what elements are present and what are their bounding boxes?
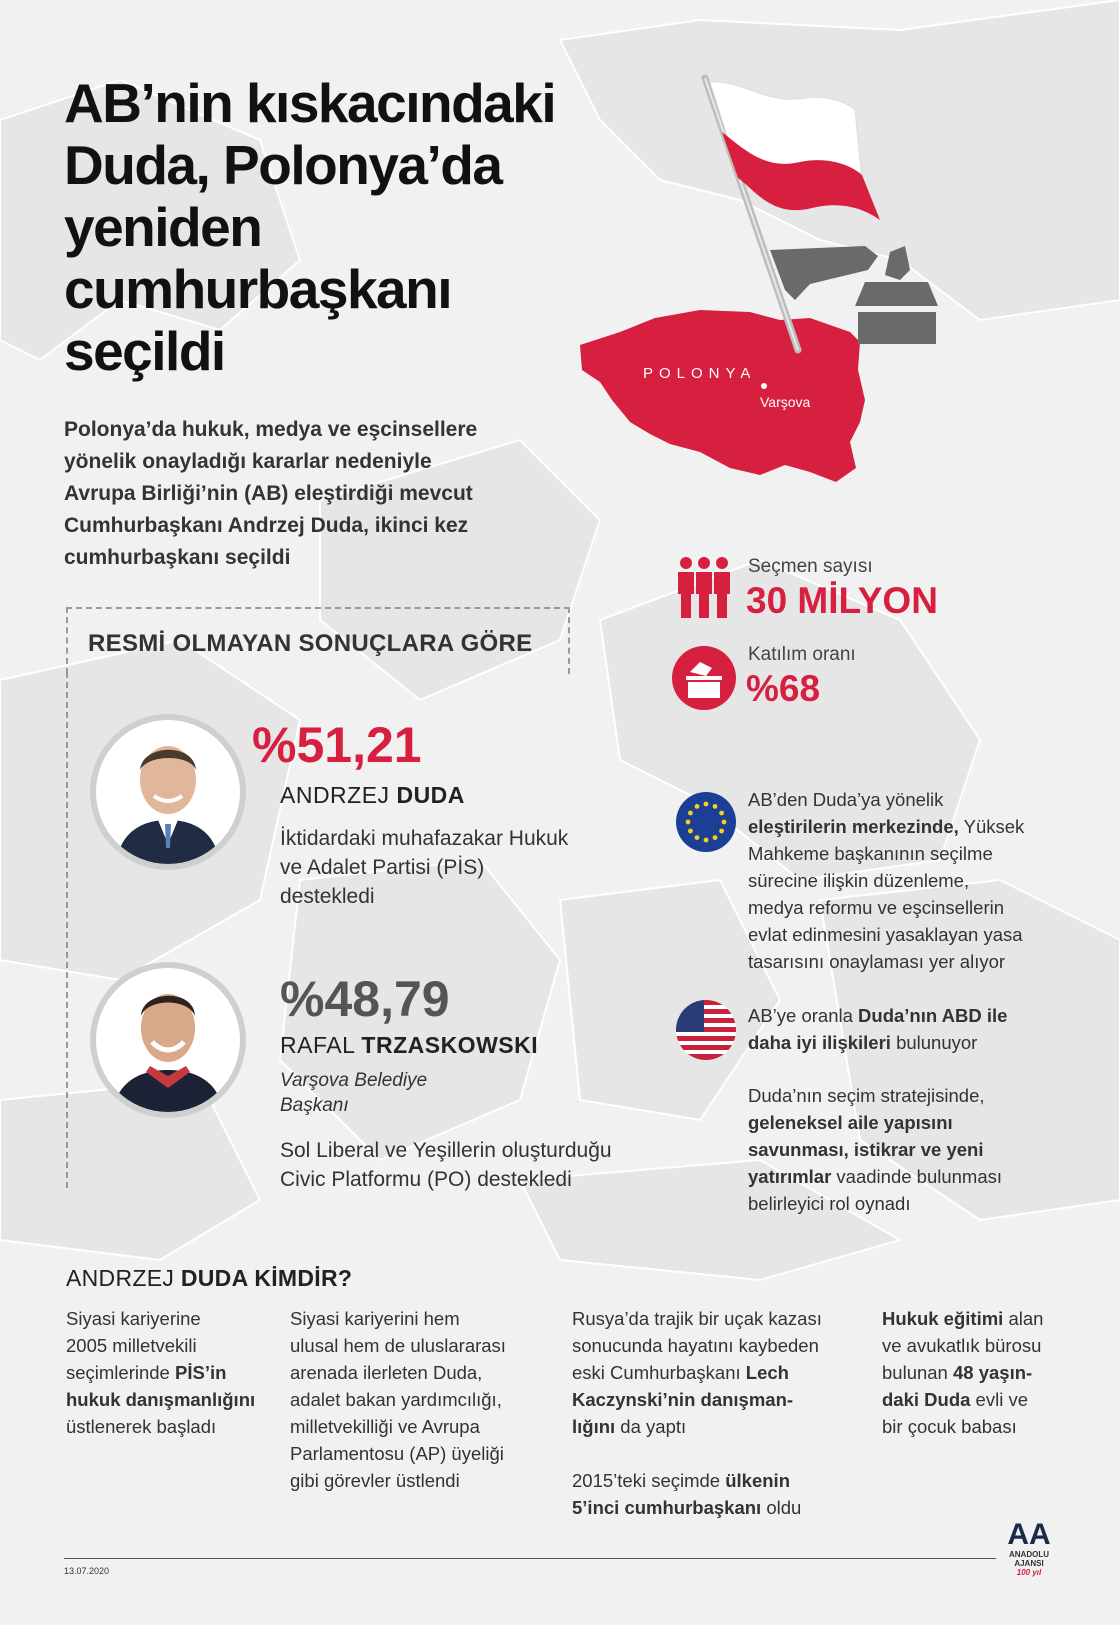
- lead-line: yönelik onayladığı kararlar nedeniyle: [64, 450, 432, 473]
- col-text: bulunan: [882, 1362, 953, 1383]
- trzaskowski-first-name: RAFAL: [280, 1032, 362, 1058]
- eu-star: [704, 838, 709, 843]
- who-title-pre: ANDRZEJ: [66, 1265, 181, 1291]
- voters-value: 30 MİLYON: [746, 580, 938, 621]
- footer-date: 13.07.2020: [64, 1566, 110, 1576]
- col-line: gibi görevler üstlendi: [290, 1470, 460, 1491]
- trzaskowski-last-name: TRZASKOWSKI: [361, 1032, 539, 1058]
- trzaskowski-percent: %48,79: [280, 971, 450, 1027]
- eu-flag-icon: [676, 792, 736, 852]
- poland-map-shape: [580, 310, 865, 482]
- side-line: Mahkeme başkanının seçilme: [748, 843, 993, 864]
- col-line: 2005 milletvekili: [66, 1335, 197, 1356]
- col-bold: PİS’in: [175, 1362, 227, 1383]
- col-text: alan: [1003, 1308, 1044, 1329]
- col-line: [572, 1494, 852, 1521]
- side-text: AB’ye oranla: [748, 1005, 859, 1026]
- side-line: sürecine ilişkin düzenleme,: [748, 870, 970, 891]
- people-icon: [676, 556, 732, 620]
- usa-relations-text: [748, 1002, 1048, 1056]
- duda-description: [280, 824, 568, 911]
- desc-line: destekledi: [280, 885, 375, 908]
- duda-avatar: [90, 714, 246, 870]
- col-line: adalet bakan yardımcılığı,: [290, 1389, 502, 1410]
- poland-map-illustration: [560, 70, 980, 510]
- eu-star: [695, 835, 700, 840]
- trzaskowski-description: [280, 1136, 612, 1194]
- who-column-2: [290, 1305, 540, 1494]
- eu-star: [695, 804, 700, 809]
- trzaskowski-portrait-icon: [96, 968, 240, 1112]
- col-bold: hukuk danışmanlığını: [66, 1389, 256, 1410]
- col-line: üstlenerek başladı: [66, 1416, 217, 1437]
- side-bold: geleneksel aile yapısını: [748, 1112, 953, 1133]
- col-text: da yaptı: [615, 1416, 687, 1437]
- side-line: evlat edinmesini yasaklayan yasa: [748, 924, 1023, 945]
- side-bold: eleştirilerin merkezinde,: [748, 816, 959, 837]
- logo-mark: AA: [1007, 1518, 1051, 1551]
- turnout-value: %68: [746, 668, 821, 709]
- duda-name: [280, 782, 465, 809]
- title-line: Duda, Polonya’da: [64, 134, 502, 196]
- map-capital-label: Varşova: [760, 394, 811, 410]
- title-line: AB’nin kıskacındaki: [64, 72, 556, 134]
- side-bold: savunması, istikrar ve yeni: [748, 1139, 984, 1160]
- eu-star: [688, 829, 693, 834]
- voters-label: Seçmen sayısı: [748, 556, 873, 577]
- trzaskowski-avatar: [90, 962, 246, 1118]
- col-line: Siyasi kariyerine: [66, 1308, 201, 1329]
- eu-star: [688, 811, 693, 816]
- side-text: vaadinde bulunması: [831, 1166, 1003, 1187]
- side-line: tasarısını onaylaması yer alıyor: [748, 951, 1006, 972]
- col-spacer: [572, 1440, 852, 1467]
- lead-line: cumhurbaşkanı seçildi: [64, 546, 291, 569]
- results-header: RESMİ OLMAYAN SONUÇLARA GÖRE: [88, 630, 533, 657]
- map-country-label: POLONYA: [643, 365, 757, 382]
- eu-star: [719, 811, 724, 816]
- col-line: [572, 1359, 852, 1386]
- lead-line: Avrupa Birliği’nin (AB) eleştirdiği mevcut: [64, 482, 473, 505]
- who-column-4: [882, 1305, 1082, 1440]
- logo-agency: ANADOLU AJANSI: [1009, 1550, 1049, 1568]
- page-title: [64, 72, 624, 382]
- side-line: [748, 813, 1048, 840]
- col-line: [882, 1305, 1082, 1332]
- col-line: milletvekilliği ve Avrupa: [290, 1416, 480, 1437]
- turnout-label: Katılım oranı: [748, 644, 856, 665]
- lead-line: Cumhurbaşkanı Andrzej Duda, ikinci kez: [64, 514, 469, 537]
- side-line: medya reformu ve eşcinsellerin: [748, 897, 1005, 918]
- col-text: oldu: [761, 1497, 802, 1518]
- col-bold: 48 yaşın-: [952, 1362, 1033, 1383]
- col-line: sonucunda hayatını kaybeden: [572, 1335, 819, 1356]
- col-line: [66, 1359, 266, 1386]
- ballot-box-icon: [672, 646, 736, 710]
- desc-line: ve Adalet Partisi (PİS): [280, 856, 485, 879]
- side-line: [748, 1002, 1048, 1029]
- col-line: Siyasi kariyerini hem: [290, 1308, 460, 1329]
- col-bold: Lech: [745, 1362, 789, 1383]
- col-line: ulusal hem de uluslararası: [290, 1335, 506, 1356]
- trzaskowski-name: [280, 1032, 538, 1059]
- polish-flag: [710, 82, 880, 220]
- col-bold: daki Duda: [882, 1389, 971, 1410]
- who-section-title: [66, 1265, 352, 1292]
- desc-line: Sol Liberal ve Yeşillerin oluşturduğu: [280, 1139, 612, 1162]
- eu-star: [704, 802, 709, 807]
- side-bold: Duda’nın ABD ile: [858, 1005, 1008, 1026]
- title-line: seçildi: [64, 320, 225, 382]
- col-line: [572, 1413, 852, 1440]
- side-bold: yatırımlar: [748, 1166, 832, 1187]
- side-text: Yüksek: [958, 816, 1025, 837]
- desc-line: Civic Platformu (PO) destekledi: [280, 1168, 572, 1191]
- eu-star: [713, 835, 718, 840]
- eu-star: [719, 829, 724, 834]
- who-title-bold: DUDA KİMDİR?: [180, 1265, 353, 1291]
- side-line: AB’den Duda’ya yönelik: [748, 789, 944, 810]
- col-bold: ülkenin: [725, 1470, 790, 1491]
- col-bold: Kaczynski’nin danışman-: [572, 1389, 794, 1410]
- col-text: eski Cumhurbaşkanı: [572, 1362, 746, 1383]
- col-bold: 5’inci cumhurbaşkanı: [572, 1497, 762, 1518]
- side-line: Duda’nın seçim stratejisinde,: [748, 1085, 985, 1106]
- role-line: Başkanı: [280, 1095, 349, 1116]
- col-bold: lığını: [572, 1416, 616, 1437]
- col-text: 2015’teki seçimde: [572, 1470, 726, 1491]
- eu-star: [713, 804, 718, 809]
- col-line: arenada ilerleten Duda,: [290, 1362, 483, 1383]
- role-line: Varşova Belediye: [280, 1070, 428, 1091]
- eu-star: [686, 820, 691, 825]
- capital-dot: [761, 383, 767, 389]
- duda-first-name: ANDRZEJ: [280, 782, 397, 808]
- col-line: [882, 1359, 1082, 1386]
- desc-line: İktidardaki muhafazakar Hukuk: [280, 827, 569, 850]
- col-line: [572, 1467, 852, 1494]
- lead-line: Polonya’da hukuk, medya ve eşcinsellere: [64, 418, 478, 441]
- results-dashed-line: [66, 672, 68, 1188]
- lead-paragraph: [64, 414, 564, 574]
- side-text: bulunuyor: [890, 1032, 978, 1053]
- col-text: evli ve: [970, 1389, 1028, 1410]
- who-column-1: [66, 1305, 266, 1440]
- logo-anniversary: 100 yıl: [1016, 1568, 1042, 1577]
- side-bold: daha iyi ilişkileri: [748, 1032, 891, 1053]
- who-column-3: [572, 1305, 852, 1521]
- duda-portrait-icon: [96, 720, 240, 864]
- side-line: [748, 1163, 1048, 1190]
- trzaskowski-role: [280, 1068, 427, 1118]
- side-line: [748, 1029, 1048, 1056]
- title-line: yeniden: [64, 196, 262, 258]
- usa-flag-icon: [676, 1000, 736, 1060]
- col-line: bir çocuk babası: [882, 1416, 1017, 1437]
- footer-divider: [64, 1558, 996, 1559]
- col-line: ve avukatlık bürosu: [882, 1335, 1042, 1356]
- col-bold: Hukuk eğitimi: [882, 1308, 1004, 1329]
- col-line: Parlamentosu (AP) üyeliği: [290, 1443, 504, 1464]
- col-line: Rusya’da trajik bir uçak kazası: [572, 1308, 822, 1329]
- col-line: [882, 1386, 1082, 1413]
- title-line: cumhurbaşkanı: [64, 258, 452, 320]
- duda-percent: %51,21: [252, 717, 422, 773]
- anadolu-logo: [994, 1520, 1064, 1577]
- eu-star: [722, 820, 727, 825]
- side-line: belirleyici rol oynadı: [748, 1193, 911, 1214]
- strategy-text: [748, 1082, 1048, 1217]
- col-text: seçimlerinde: [66, 1362, 175, 1383]
- eu-criticism-text: [748, 786, 1048, 975]
- duda-last-name: DUDA: [396, 782, 465, 808]
